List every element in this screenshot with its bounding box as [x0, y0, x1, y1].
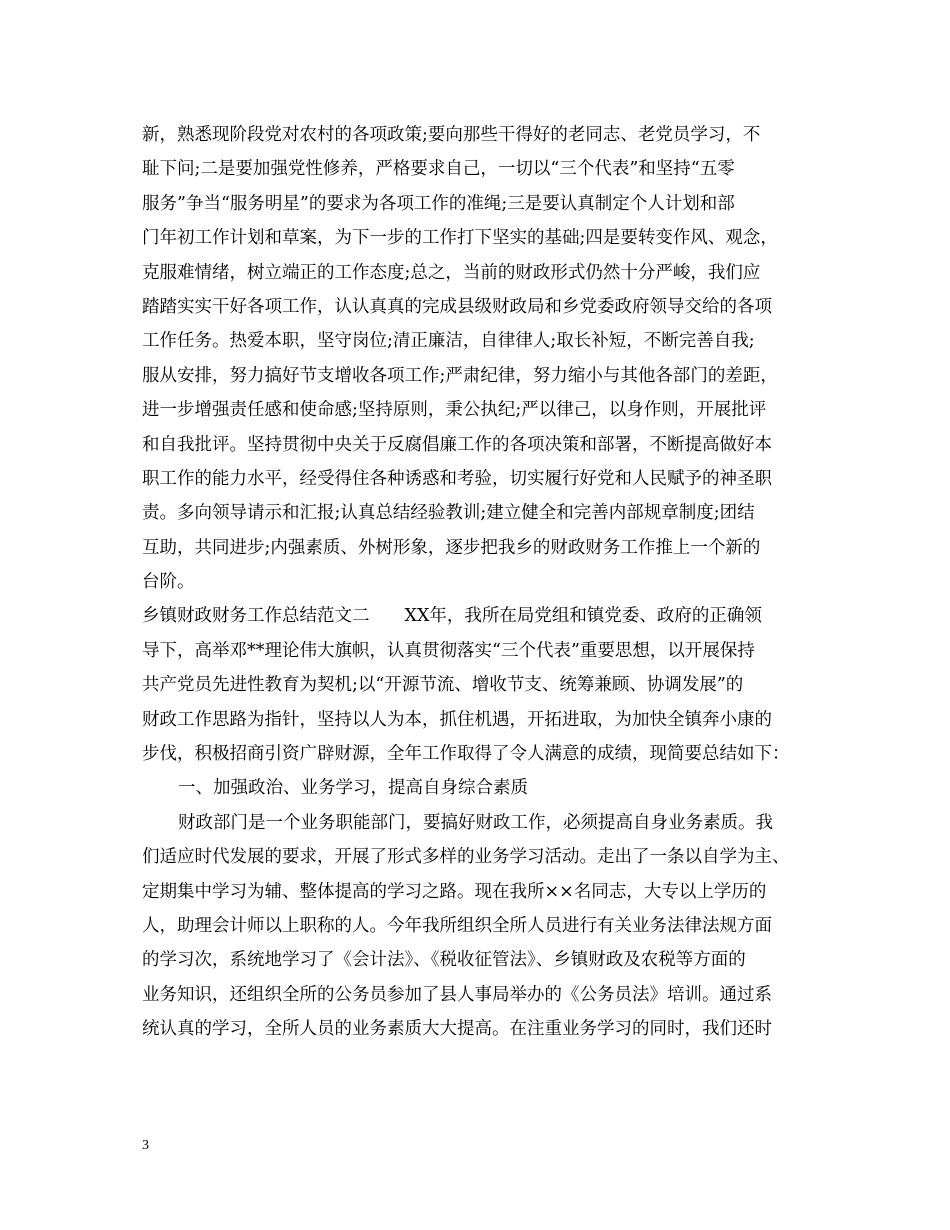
text-line: 财政部门是一个业务职能部门，要搞好财政工作，必须提高自身业务素质。我 — [178, 812, 773, 833]
text-line: 工作任务。热爱本职，坚守岗位;清正廉洁，自律律人;取长补短，不断完善自我; — [142, 331, 755, 352]
text-line: 互助，共同进步;内强素质、外树形象，逐步把我乡的财政财务工作推上一个新的 — [142, 537, 761, 558]
text-line: 服务”争当“服务明星”的要求为各项工作的准绳;三是要认真制定个人计划和部 — [142, 193, 735, 214]
page-number: 3 — [142, 1138, 149, 1153]
body-text — [142, 118, 822, 1047]
text-line: 踏踏实实干好各项工作，认认真真的完成县级财政局和乡党委政府领导交给的各项 — [142, 296, 772, 317]
text-line: 共产党员先进性教育为契机;以“开源节流、增收节支、统筹兼顾、协调发展”的 — [142, 675, 744, 696]
heading-line: 一、加强政治、业务学习，提高自身综合素质 — [178, 778, 528, 799]
text-line: 新，熟悉现阶段党对农村的各项政策;要向那些干得好的老同志、老党员学习，不 — [142, 125, 761, 145]
text-line: 职工作的能力水平，经受得住各种诱惑和考验，切实履行好党和人民赋予的神圣职 — [142, 468, 772, 489]
section-title-line: 乡镇财政财务工作总结范文二 XX年，我所在局党组和镇党委、政府的正确领 — [142, 606, 762, 627]
text-line: 定期集中学习为辅、整体提高的学习之路。现在我所××名同志，大专以上学历的 — [142, 881, 767, 902]
text-line: 业务知识，还组织全所的公务员参加了县人事局举办的《公务员法》培训。通过系 — [142, 984, 772, 1005]
text-line: 们适应时代发展的要求，开展了形式多样的业务学习活动。走出了一条以自学为主、 — [142, 847, 790, 868]
text-line: 统认真的学习，全所人员的业务素质大大提高。在注重业务学习的同时，我们还时 — [142, 1019, 772, 1040]
text-line: 进一步增强责任感和使命感;坚持原则，秉公执纪;严以律己，以身作则，开展批评 — [142, 400, 767, 421]
text-line: 耻下问;二是要加强党性修养，严格要求自己，一切以“三个代表”和坚持“五零 — [142, 159, 735, 180]
text-line: 步伐，积极招商引资广辟财源，全年工作取得了令人满意的成绩，现简要总结如下： — [142, 744, 790, 765]
text-line: 服从安排，努力搞好节支增收各项工作;严肃纪律，努力缩小与其他各部门的差距， — [142, 365, 778, 386]
text-line: 人，助理会计师以上职称的人。今年我所组织全所人员进行有关业务法律法规方面 — [142, 915, 772, 936]
text-line: 的学习次，系统地学习了《会计法》、《税收征管法》、乡镇财政及农税等方面的 — [142, 950, 746, 971]
text-line: 导下，高举邓**理论伟大旗帜，认真贯彻落实“三个代表”重要思想，以开展保持 — [142, 640, 755, 661]
text-line: 台阶。 — [142, 572, 195, 593]
text-line: 财政工作思路为指针，坚持以人为本，抓住机遇，开拓进取，为加快全镇奔小康的 — [142, 709, 772, 730]
text-line: 和自我批评。坚持贯彻中央关于反腐倡廉工作的各项决策和部署，不断提高做好本 — [142, 434, 772, 455]
text-line: 责。多向领导请示和汇报;认真总结经验教训;建立健全和完善内部规章制度;团结 — [142, 503, 755, 524]
text-line: 门年初工作计划和草案，为下一步的工作打下坚实的基础;四是要转变作风、观念， — [142, 228, 778, 249]
text-line: 克服难情绪，树立端正的工作态度;总之，当前的财政形式仍然十分严峻，我们应 — [142, 262, 761, 283]
